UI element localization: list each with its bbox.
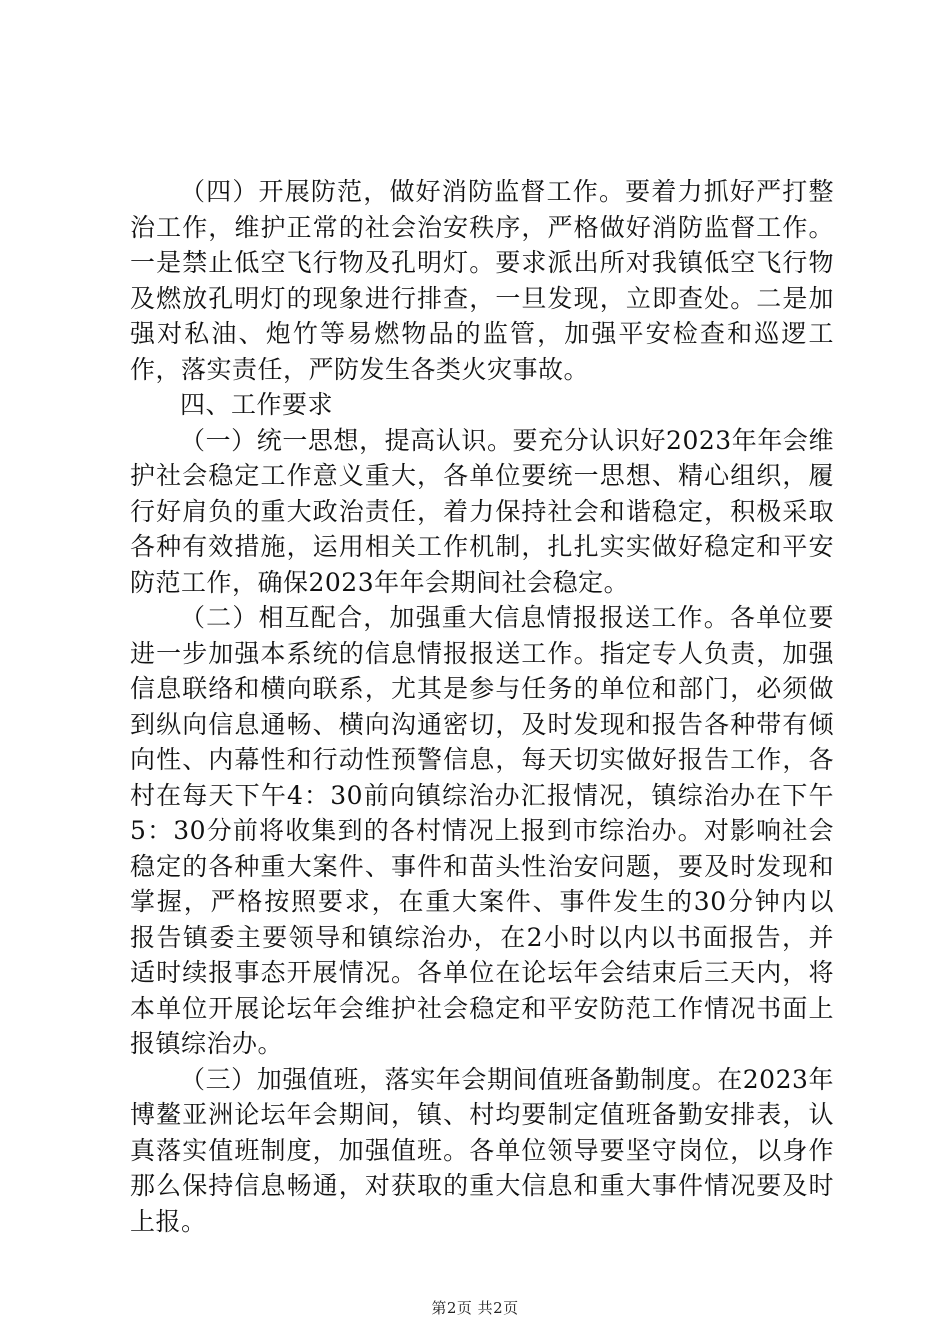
paragraph-unify-thinking: （一）统一思想，提高认识。要充分认识好2023年年会维护社会稳定工作意义重大，各单位要统一思想、精心组织，履行好肩负的重大政治责任，着力保持社会和谐稳定，积极采取各种有效措施，运用相关工作机制，扎扎实实做好稳定和平安防范工作，确保2023年年会期间社会稳定。: [130, 425, 834, 597]
paragraph-fire-supervision: （四）开展防范，做好消防监督工作。要着力抓好严打整治工作，维护正常的社会治安秩序，严格做好消防监督工作。一是禁止低空飞行物及孔明灯。要求派出所对我镇低空飞行物及燃放孔明灯的现象进行排查，一旦发现，立即查处。二是加强对私油、炮竹等易燃物品的监管，加强平安检查和巡逻工作，落实责任，严防发生各类火灾事故。: [130, 177, 834, 384]
paragraph-information-reporting: （二）相互配合，加强重大信息情报报送工作。各单位要进一步加强本系统的信息情报报送工作。指定专人负责，加强信息联络和横向联系，尤其是参与任务的单位和部门，必须做到纵向信息通畅、横向沟通密切，及时发现和报告各种带有倾向性、内幕性和行动性预警信息，每天切实做好报告工作，各村在每天下午4：30前向镇综治办汇报情况，镇综治办在下午5：30分前将收集到的各村情况上报到市综治办。对影响社会稳定的各种重大案件、事件和苗头性治安问题，要及时发现和掌握，严格按照要求，在重大案件、事件发生的30分钟内以 报告镇委主要领导和镇综治办，在2小时以内以书面报告，并适时续报事态开展情况。各单位在论坛年会结束后三天内，将本单位开展论坛年会维护社会稳定和平安防范工作情况书面上报镇综治办。: [130, 603, 860, 1058]
section-heading-work-requirements: 四、工作要求: [180, 390, 334, 419]
page-number-footer: 第2页 共2页: [431, 1299, 519, 1317]
paragraph-duty-schedule: （三）加强值班，落实年会期间值班备勤制度。在2023年博鳌亚洲论坛年会期间，镇、村均要制定值班备勤安排表，认真落实值班制度，加强值班。各单位领导要坚守岗位，以身作那么保持信息畅通，对获取的重大信息和重大事件情况要及时上报。: [130, 1064, 834, 1236]
document-body: [130, 174, 860, 1239]
